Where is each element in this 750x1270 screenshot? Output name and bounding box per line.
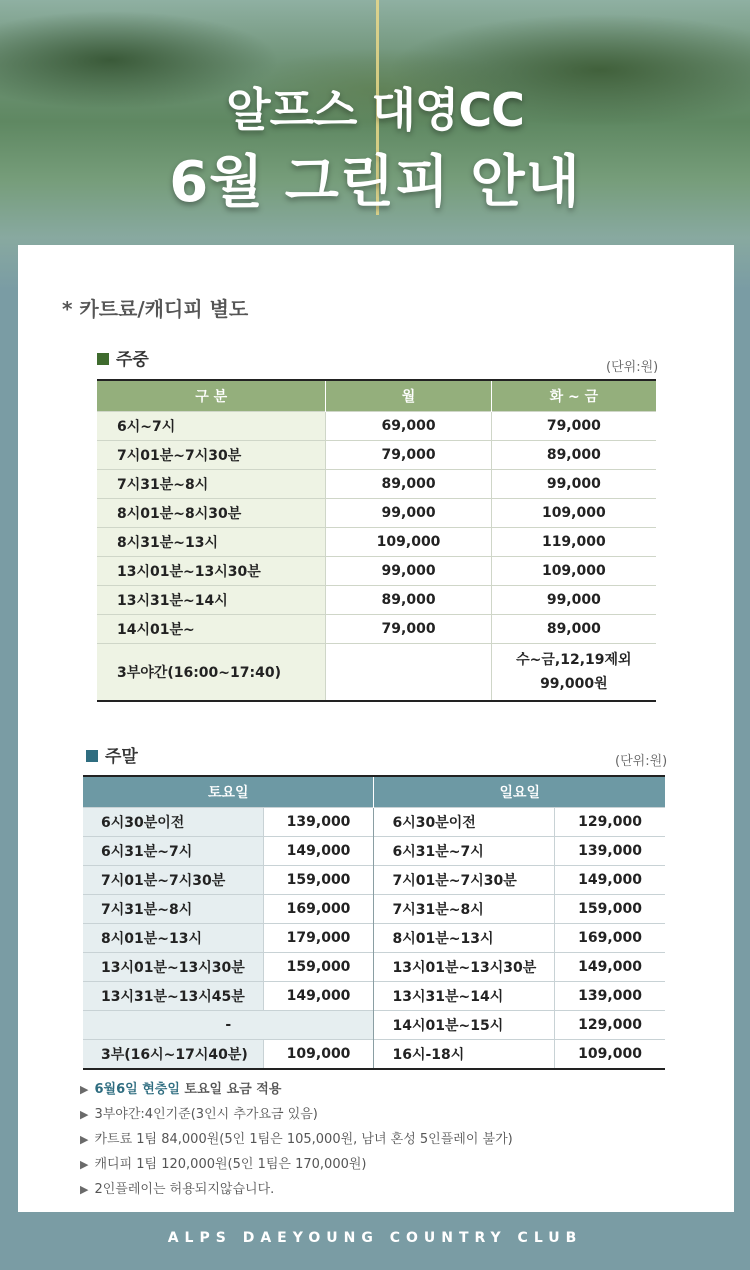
- col-header-monday: 월: [326, 380, 491, 412]
- table-row: [97, 528, 656, 557]
- saturday-time: 8시01분~13시: [83, 924, 263, 953]
- sunday-time: 8시01분~13시: [374, 924, 555, 953]
- monday-price: [326, 644, 491, 702]
- list-item: [80, 1152, 513, 1177]
- triangle-right-icon: ▶: [80, 1108, 89, 1121]
- page-title: 6월 그린피 안내: [169, 150, 581, 215]
- time-cell: 13시31분~14시: [97, 586, 326, 615]
- saturday-time: 6시31분~7시: [83, 837, 263, 866]
- night-price-condition: 수~금,12,19제외: [516, 652, 632, 668]
- time-cell: 7시01분~7시30분: [97, 441, 326, 470]
- saturday-time: 7시31분~8시: [83, 895, 263, 924]
- club-name-title: 알프스 대영CC: [226, 83, 524, 137]
- note-text: 2인플레이는 허용되지않습니다.: [94, 1182, 275, 1197]
- tue-fri-price: 89,000: [491, 441, 656, 470]
- footer-club-name: ALPS DAEYOUNG COUNTRY CLUB: [167, 1230, 583, 1246]
- sunday-price: 149,000: [555, 866, 665, 895]
- col-header-time: 구 분: [97, 380, 326, 412]
- triangle-right-icon: ▶: [80, 1133, 89, 1146]
- content-panel: [18, 245, 734, 1212]
- weekend-heading: [86, 742, 138, 767]
- time-cell: 8시31분~13시: [97, 528, 326, 557]
- monday-price: 79,000: [326, 615, 491, 644]
- saturday-time: 6시30분이전: [83, 808, 263, 837]
- saturday-time: -: [83, 1011, 374, 1040]
- saturday-price: 169,000: [263, 895, 374, 924]
- list-item: [80, 1177, 513, 1202]
- time-cell: 6시~7시: [97, 412, 326, 441]
- time-cell: 13시01분~13시30분: [97, 557, 326, 586]
- tue-fri-price: 109,000: [491, 499, 656, 528]
- sunday-time: 7시01분~7시30분: [374, 866, 555, 895]
- saturday-price: 149,000: [263, 837, 374, 866]
- sunday-price: 169,000: [555, 924, 665, 953]
- sunday-time: 16시-18시: [374, 1040, 555, 1070]
- tue-fri-price: 109,000: [491, 557, 656, 586]
- table-row: [97, 470, 656, 499]
- monday-price: 89,000: [326, 470, 491, 499]
- note-text: 캐디피 1팀 120,000원(5인 1팀은 170,000원): [94, 1157, 367, 1172]
- table-row: [97, 557, 656, 586]
- notes-list: [80, 1077, 513, 1202]
- square-bullet-icon: [97, 353, 109, 365]
- tue-fri-price: 99,000: [491, 586, 656, 615]
- tue-fri-price: 79,000: [491, 412, 656, 441]
- sunday-time: 14시01분~15시: [374, 1011, 555, 1040]
- monday-price: 79,000: [326, 441, 491, 470]
- weekend-unit: (단위:원): [615, 754, 668, 769]
- monday-price: 69,000: [326, 412, 491, 441]
- monday-price: 89,000: [326, 586, 491, 615]
- table-row: [97, 615, 656, 644]
- time-cell: 7시31분~8시: [97, 470, 326, 499]
- night-price-value: 99,000원: [540, 676, 608, 692]
- sunday-price: 129,000: [555, 1011, 665, 1040]
- table-row: [97, 412, 656, 441]
- saturday-price: 149,000: [263, 982, 374, 1011]
- weekday-heading: [97, 345, 149, 370]
- table-row: [97, 586, 656, 615]
- col-header-saturday: 토요일: [83, 776, 374, 808]
- tue-fri-price: [491, 644, 656, 702]
- table-row: [83, 1011, 665, 1040]
- sunday-time: 6시31분~7시: [374, 837, 555, 866]
- table-row: [83, 953, 665, 982]
- sunday-price: 139,000: [555, 982, 665, 1011]
- triangle-right-icon: ▶: [80, 1158, 89, 1171]
- triangle-right-icon: ▶: [80, 1183, 89, 1196]
- table-row: [97, 441, 656, 470]
- weekday-price-table: [97, 379, 656, 702]
- sunday-price: 149,000: [555, 953, 665, 982]
- list-item: [80, 1102, 513, 1127]
- saturday-time: 13시01분~13시30분: [83, 953, 263, 982]
- saturday-time: 7시01분~7시30분: [83, 866, 263, 895]
- table-row: [83, 808, 665, 837]
- note-highlight: 6월6일 현충일: [94, 1082, 180, 1097]
- weekend-heading-label: 주말: [105, 747, 138, 767]
- table-row: [83, 1040, 665, 1070]
- saturday-time: 3부(16시~17시40분): [83, 1040, 263, 1070]
- tue-fri-price: 119,000: [491, 528, 656, 557]
- weekday-unit: (단위:원): [606, 360, 659, 375]
- table-row: [83, 866, 665, 895]
- square-bullet-icon: [86, 750, 98, 762]
- list-item: [80, 1127, 513, 1152]
- weekday-heading-label: 주중: [116, 350, 149, 370]
- note-text: 카트료 1팀 84,000원(5인 1팀은 105,000원, 남녀 혼성 5인플레이 불가): [94, 1132, 513, 1147]
- monday-price: 99,000: [326, 557, 491, 586]
- saturday-price: 109,000: [263, 1040, 374, 1070]
- table-row-night: [97, 644, 656, 702]
- sunday-time: 13시31분~14시: [374, 982, 555, 1011]
- triangle-right-icon: ▶: [80, 1083, 89, 1096]
- sunday-price: 129,000: [555, 808, 665, 837]
- saturday-time: 13시31분~13시45분: [83, 982, 263, 1011]
- saturday-price: 159,000: [263, 953, 374, 982]
- saturday-price: 179,000: [263, 924, 374, 953]
- table-row: [83, 837, 665, 866]
- saturday-price: 139,000: [263, 808, 374, 837]
- sunday-time: 13시01분~13시30분: [374, 953, 555, 982]
- sunday-price: 109,000: [555, 1040, 665, 1070]
- table-row: [83, 982, 665, 1011]
- table-row: [97, 499, 656, 528]
- table-row: [83, 895, 665, 924]
- list-item: [80, 1077, 513, 1102]
- tue-fri-price: 89,000: [491, 615, 656, 644]
- saturday-price: 159,000: [263, 866, 374, 895]
- time-cell: 8시01분~8시30분: [97, 499, 326, 528]
- tue-fri-price: 99,000: [491, 470, 656, 499]
- table-row: [83, 924, 665, 953]
- weekend-price-table: [83, 775, 665, 1070]
- cart-caddie-note: * 카트료/캐디피 별도: [62, 297, 249, 321]
- note-text: 토요일 요금 적용: [179, 1082, 282, 1097]
- sunday-price: 139,000: [555, 837, 665, 866]
- col-header-tue-fri: 화 ~ 금: [491, 380, 656, 412]
- time-cell: 14시01분~: [97, 615, 326, 644]
- sunday-price: 159,000: [555, 895, 665, 924]
- monday-price: 109,000: [326, 528, 491, 557]
- col-header-sunday: 일요일: [374, 776, 665, 808]
- sunday-time: 7시31분~8시: [374, 895, 555, 924]
- monday-price: 99,000: [326, 499, 491, 528]
- note-text: 3부야간:4인기준(3인시 추가요금 있음): [94, 1107, 318, 1122]
- sunday-time: 6시30분이전: [374, 808, 555, 837]
- time-cell: 3부야간(16:00~17:40): [97, 644, 326, 702]
